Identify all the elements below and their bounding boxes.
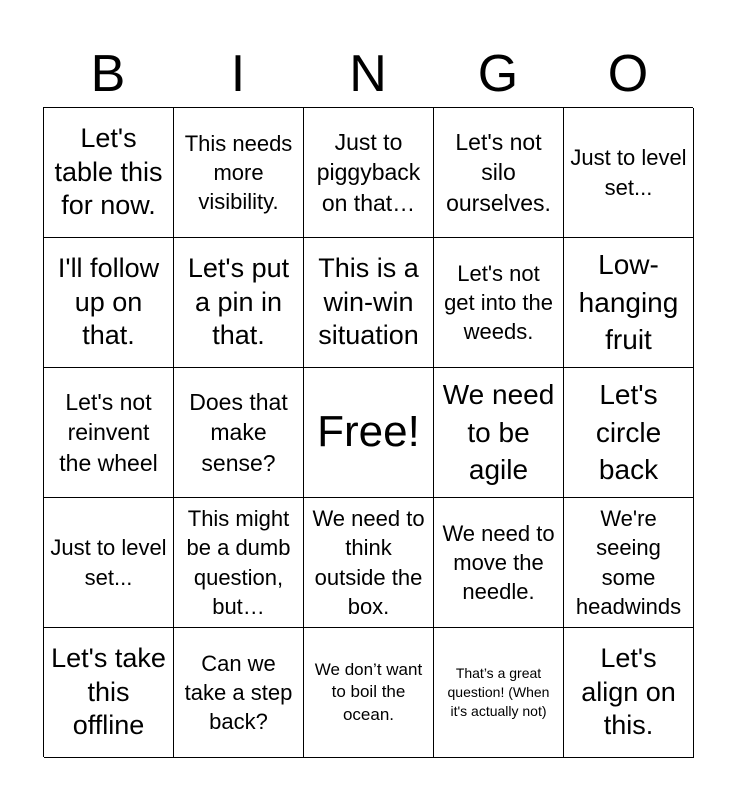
bingo-cell-5-5[interactable]	[564, 628, 694, 758]
bingo-cell-5-2[interactable]	[174, 628, 304, 758]
header-letter-b: B	[90, 45, 126, 103]
bingo-cell-5-4[interactable]	[434, 628, 564, 758]
cell-text: Does that make sense?	[189, 388, 288, 476]
cell-text: We need to move the needle.	[442, 520, 555, 605]
cell-text: Let's not silo ourselves.	[446, 128, 551, 216]
bingo-cell-1-5[interactable]	[564, 108, 694, 238]
bingo-cell-free[interactable]	[304, 368, 434, 498]
cell-text: We don’t want to boil the ocean.	[314, 660, 423, 724]
bingo-cell-3-2[interactable]	[174, 368, 304, 498]
cell-text: Let's take this offline	[51, 643, 166, 741]
header-letter-n: N	[349, 45, 387, 103]
cell-text: Let's not get into the weeds.	[444, 260, 553, 345]
cell-text: This is a win-win situation	[318, 253, 419, 351]
bingo-cell-1-1[interactable]	[44, 108, 174, 238]
bingo-cell-3-5[interactable]	[564, 368, 694, 498]
cell-text: Just to level set...	[570, 145, 687, 200]
cell-text: Low-hanging fruit	[578, 248, 679, 356]
cell-text: Let's align on this.	[581, 643, 676, 741]
bingo-cell-4-1[interactable]	[44, 498, 174, 628]
cell-text: We need to think outside the box.	[312, 506, 425, 619]
bingo-cell-4-5[interactable]	[564, 498, 694, 628]
bingo-cell-1-3[interactable]	[304, 108, 434, 238]
bingo-cell-3-1[interactable]	[44, 368, 174, 498]
cell-text: Let's table this for now.	[54, 123, 163, 221]
bingo-header	[43, 40, 693, 108]
cell-text: Let's circle back	[595, 378, 662, 486]
cell-text: Just to piggyback on that…	[316, 128, 421, 216]
bingo-cell-5-1[interactable]	[44, 628, 174, 758]
bingo-cell-2-1[interactable]	[44, 238, 174, 368]
cell-text: Can we take a step back?	[184, 650, 293, 735]
cell-text: Free!	[317, 407, 420, 457]
header-letter-i: I	[230, 45, 246, 103]
bingo-cell-1-2[interactable]	[174, 108, 304, 238]
bingo-cell-2-3[interactable]	[304, 238, 434, 368]
bingo-board	[43, 107, 693, 757]
cell-text: That’s a great question! (When it's actually not)	[447, 665, 550, 719]
cell-text: We're seeing some headwinds	[575, 506, 682, 619]
bingo-cell-2-5[interactable]	[564, 238, 694, 368]
cell-text: We need to be agile	[442, 378, 555, 486]
bingo-cell-2-2[interactable]	[174, 238, 304, 368]
bingo-cell-1-4[interactable]	[434, 108, 564, 238]
bingo-cell-4-4[interactable]	[434, 498, 564, 628]
cell-text: Just to level set...	[50, 535, 167, 590]
bingo-cell-2-4[interactable]	[434, 238, 564, 368]
cell-text: Let's put a pin in that.	[187, 253, 290, 351]
bingo-cell-4-2[interactable]	[174, 498, 304, 628]
cell-text: This might be a dumb question, but…	[186, 506, 291, 619]
cell-text: Let's not reinvent the wheel	[59, 388, 158, 476]
cell-text: I'll follow up on that.	[57, 253, 160, 351]
header-letter-o: O	[607, 45, 649, 103]
header-letter-g: G	[477, 45, 519, 103]
cell-text: This needs more visibility.	[184, 130, 293, 215]
bingo-cell-4-3[interactable]	[304, 498, 434, 628]
bingo-cell-3-4[interactable]	[434, 368, 564, 498]
bingo-cell-5-3[interactable]	[304, 628, 434, 758]
